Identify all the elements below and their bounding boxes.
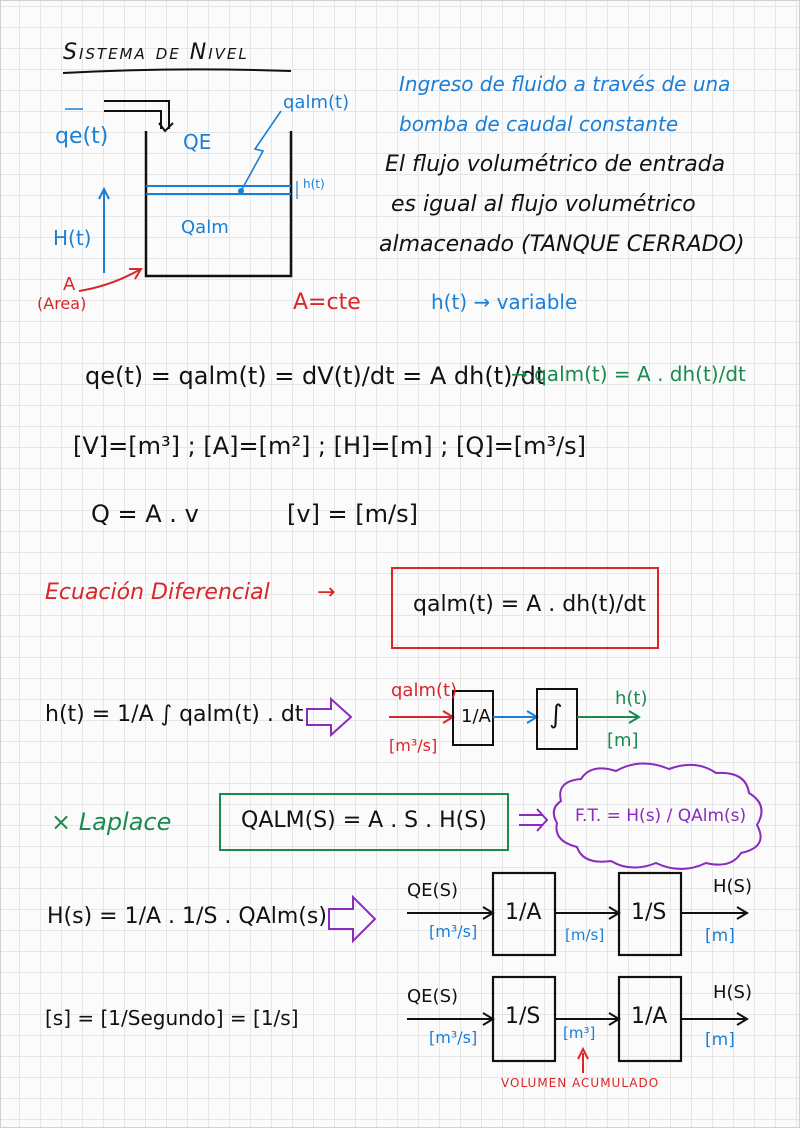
bd2-input-units: [m³/s]: [429, 1028, 478, 1047]
qalm-label: qalm(t): [283, 92, 350, 113]
integral-output-units: [m]: [607, 730, 639, 751]
bd2-output-units: [m]: [705, 1030, 735, 1050]
bd2-block2: 1/A: [631, 1004, 668, 1029]
note-line-5: almacenado (TANQUE CERRADO): [379, 232, 745, 257]
q-equals-av: Q = A . v: [91, 500, 199, 528]
v-units: [v] = [m/s]: [287, 500, 418, 528]
QE-label: QE: [183, 130, 212, 154]
bd2-output: H(S): [713, 982, 753, 1003]
laplace-boxed: QALM(S) = A . S . H(S): [241, 808, 487, 833]
bd1-block1: 1/A: [505, 900, 542, 925]
small-h-label: h(t): [303, 177, 325, 191]
bd2-mid-units: [m³]: [563, 1024, 596, 1042]
main-equation-result: → qalm(t) = A . dh(t)/dt: [511, 362, 746, 386]
h-variable: h(t) → variable: [431, 290, 578, 314]
note-line-4: es igual al flujo volumétrico: [391, 192, 696, 217]
integral-output-label: h(t): [615, 688, 648, 709]
integral-block1: 1/A: [461, 706, 491, 727]
s-units: [s] = [1/Segundo] = [1/s]: [45, 1006, 299, 1030]
volumen-acumulado-note: VOLUMEN ACUMULADO: [501, 1076, 660, 1090]
integral-input-units: [m³/s]: [389, 736, 438, 755]
units-line: [V]=[m³] ; [A]=[m²] ; [H]=[m] ; [Q]=[m³/s]: [73, 432, 587, 460]
bd1-input: QE(S): [407, 880, 459, 901]
ft-text: F.T. = H(s) / QAlm(s): [575, 806, 747, 826]
integral-block2: ∫: [549, 700, 563, 730]
hs-equation: H(s) = 1/A . 1/S . QAlm(s): [47, 904, 327, 929]
A-label: A: [63, 274, 76, 295]
bd2-block1: 1/S: [505, 1004, 541, 1029]
bd2-input: QE(S): [407, 986, 459, 1007]
integral-equation: h(t) = 1/A ∫ qalm(t) . dt: [45, 702, 304, 727]
bd1-mid-units: [m/s]: [565, 926, 605, 944]
main-equation: qe(t) = qalm(t) = dV(t)/dt = A dh(t)/dt: [85, 362, 546, 390]
H-label: H(t): [53, 226, 92, 250]
laplace-block-diagrams: [1, 1, 800, 1129]
diff-eq-label: Ecuación Diferencial: [45, 580, 270, 605]
Qalm-label: Qalm: [181, 217, 229, 238]
page-title: Sistema de Nivel: [63, 40, 249, 65]
bd1-output: H(S): [713, 876, 753, 897]
note-line-1: Ingreso de fluido a través de una: [399, 72, 731, 96]
diff-eq-arrow: →: [317, 580, 336, 605]
bd1-input-units: [m³/s]: [429, 922, 478, 941]
note-line-3: El flujo volumétrico de entrada: [385, 152, 726, 177]
qe-label: qe(t): [55, 124, 109, 149]
diff-eq-boxed: qalm(t) = A . dh(t)/dt: [413, 592, 646, 617]
laplace-label: × Laplace: [51, 808, 172, 836]
area-label: (Area): [37, 294, 87, 313]
bd1-block2: 1/S: [631, 900, 667, 925]
a-cte: A=cte: [293, 290, 361, 315]
note-line-2: bomba de caudal constante: [399, 112, 679, 136]
bd1-output-units: [m]: [705, 926, 735, 946]
integral-input-label: qalm(t): [391, 680, 458, 701]
